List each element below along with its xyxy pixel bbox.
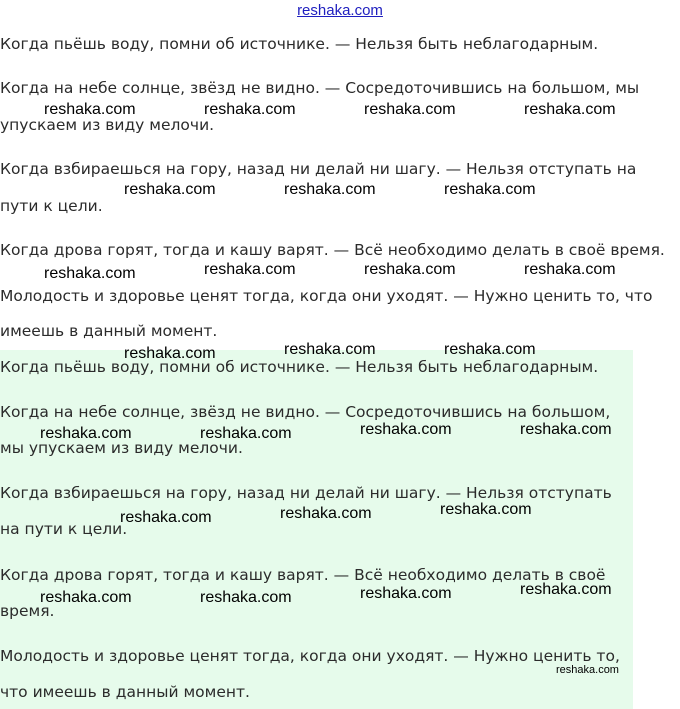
proverb-line: упускаем из виду мелочи. bbox=[0, 116, 215, 134]
watermark: reshaka.com bbox=[360, 585, 452, 602]
watermark: reshaka.com bbox=[44, 101, 136, 118]
watermark: reshaka.com bbox=[444, 181, 536, 198]
watermark: reshaka.com bbox=[204, 101, 296, 118]
watermark: reshaka.com bbox=[120, 509, 212, 526]
watermark: reshaka.com bbox=[520, 421, 612, 438]
watermark: reshaka.com bbox=[364, 261, 456, 278]
watermark: reshaka.com bbox=[44, 265, 136, 282]
proverb-line: Молодость и здоровье ценят тогда, когда они уходят. — Нужно ценить то, что bbox=[0, 287, 653, 305]
watermark: reshaka.com bbox=[556, 664, 619, 676]
proverb-line-highlighted: Когда пьёшь воду, помни об источнике. — Нельзя быть неблагодарным. bbox=[0, 358, 599, 376]
watermark: reshaka.com bbox=[124, 181, 216, 198]
watermark: reshaka.com bbox=[520, 581, 612, 598]
watermark: reshaka.com bbox=[40, 589, 132, 606]
proverb-line: Когда на небе солнце, звёзд не видно. — Сосредоточившись на большом, мы bbox=[0, 79, 640, 97]
proverb-line: пути к цели. bbox=[0, 197, 103, 215]
watermark: reshaka.com bbox=[444, 341, 536, 358]
proverb-line-highlighted: что имеешь в данный момент. bbox=[0, 683, 250, 701]
watermark: reshaka.com bbox=[524, 261, 616, 278]
proverb-line-highlighted: на пути к цели. bbox=[0, 520, 128, 538]
proverb-line-highlighted: время. bbox=[0, 602, 55, 620]
proverb-line-highlighted: мы упускаем из виду мелочи. bbox=[0, 439, 243, 457]
watermark: reshaka.com bbox=[200, 589, 292, 606]
watermark: reshaka.com bbox=[284, 341, 376, 358]
watermark: reshaka.com bbox=[204, 261, 296, 278]
watermark: reshaka.com bbox=[360, 421, 452, 438]
proverb-line-highlighted: Когда взбираешься на гору, назад ни делай ни шагу. — Нельзя отступать bbox=[0, 484, 612, 502]
watermark: reshaka.com bbox=[440, 501, 532, 518]
site-link[interactable]: reshaka.com bbox=[297, 2, 383, 19]
watermark: reshaka.com bbox=[524, 101, 616, 118]
watermark: reshaka.com bbox=[284, 181, 376, 198]
proverb-line: Когда дрова горят, тогда и кашу варят. — Всё необходимо делать в своё время. bbox=[0, 241, 665, 259]
watermark: reshaka.com bbox=[200, 425, 292, 442]
watermark: reshaka.com bbox=[124, 345, 216, 362]
proverb-line-highlighted: Когда дрова горят, тогда и кашу варят. — Всё необходимо делать в своё bbox=[0, 566, 606, 584]
proverb-line: имеешь в данный момент. bbox=[0, 322, 218, 340]
proverb-line-highlighted: Молодость и здоровье ценят тогда, когда они уходят. — Нужно ценить то, bbox=[0, 647, 620, 665]
watermark: reshaka.com bbox=[280, 505, 372, 522]
watermark: reshaka.com bbox=[40, 425, 132, 442]
proverb-line: Когда взбираешься на гору, назад ни делай ни шагу. — Нельзя отступать на bbox=[0, 160, 637, 178]
proverb-line: Когда пьёшь воду, помни об источнике. — Нельзя быть неблагодарным. bbox=[0, 35, 599, 53]
proverb-line-highlighted: Когда на небе солнце, звёзд не видно. — Сосредоточившись на большом, bbox=[0, 403, 611, 421]
watermark: reshaka.com bbox=[364, 101, 456, 118]
